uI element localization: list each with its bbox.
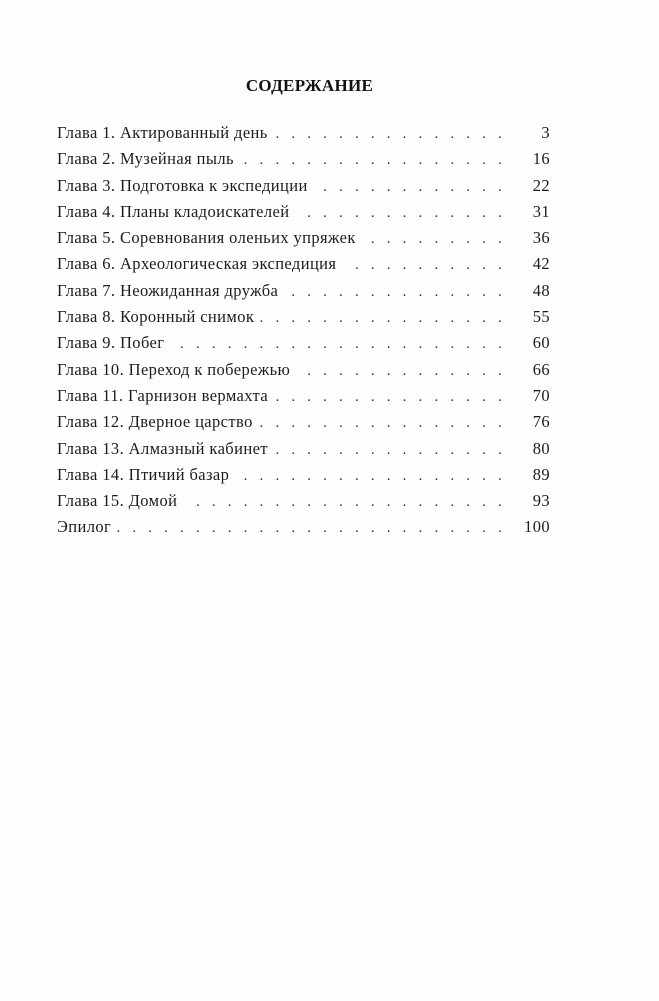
toc-entry-title: Глава 5. Соревнования оленьих упряжек: [57, 228, 356, 248]
dot-leader: [296, 358, 514, 384]
toc-entry-title: Глава 7. Неожиданная дружба: [57, 280, 279, 300]
toc-entry-page-number: 3: [541, 123, 550, 142]
toc-entry[interactable]: [57, 251, 550, 277]
toc-entry-page-number: 60: [532, 333, 550, 353]
dot-leader: [274, 384, 514, 410]
toc-entry-page-number: 80: [532, 438, 550, 458]
dot-leader: [183, 489, 514, 515]
toc-entry-title: Глава 12. Дверное царство: [57, 412, 253, 432]
toc-entry[interactable]: [57, 199, 550, 225]
toc-entry-page-number: 36: [532, 228, 550, 248]
toc-entry[interactable]: [57, 514, 550, 540]
toc-entry[interactable]: [57, 304, 550, 330]
toc-entry-page-number: 42: [532, 254, 550, 274]
toc-entry[interactable]: [57, 225, 550, 251]
dot-leader: [260, 305, 514, 331]
toc-entry[interactable]: [57, 173, 550, 199]
table-of-contents: [57, 120, 550, 541]
toc-entry-title: Глава 3. Подготовка к экспедиции: [57, 175, 308, 195]
toc-entry[interactable]: [57, 357, 550, 383]
dot-leader: [117, 515, 514, 541]
toc-entry-page-number: 66: [532, 359, 550, 379]
dot-leader: [240, 147, 514, 173]
dot-leader: [362, 226, 514, 252]
toc-entry[interactable]: [57, 278, 550, 304]
toc-entry-page-number: 89: [532, 464, 550, 484]
toc-entry-page-number: 100: [524, 517, 550, 537]
toc-entry[interactable]: [57, 120, 550, 146]
toc-entry-title: Глава 15. Домой: [57, 491, 178, 511]
dot-leader: [170, 331, 514, 357]
toc-entry[interactable]: [57, 330, 550, 356]
toc-entry-title: Глава 13. Алмазный кабинет: [57, 438, 268, 458]
toc-entry[interactable]: [57, 488, 550, 514]
toc-entry-page-number: 48: [532, 280, 550, 300]
toc-entry-title: Глава 11. Гарнизон вермахта: [57, 385, 269, 405]
toc-entry[interactable]: [57, 383, 550, 409]
toc-entry[interactable]: [57, 462, 550, 488]
page-title: СОДЕРЖАНИЕ: [245, 76, 374, 95]
dot-leader: [342, 252, 514, 278]
dot-leader: [274, 121, 514, 147]
toc-entry-title: Глава 1. Актированный день: [57, 123, 268, 142]
toc-entry-title: Глава 9. Побег: [57, 333, 165, 353]
toc-entry-title: Глава 14. Птичий базар: [57, 464, 230, 484]
toc-entry-page-number: 55: [532, 307, 550, 327]
toc-entry[interactable]: [57, 146, 550, 172]
toc-entry-page-number: 70: [532, 385, 550, 405]
dot-leader: [274, 437, 514, 463]
dot-leader: [259, 410, 514, 436]
toc-entry-title: Эпилог: [57, 517, 112, 537]
toc-entry[interactable]: [57, 436, 550, 462]
toc-entry-title: Глава 6. Археологическая экспедиция: [57, 254, 337, 274]
dot-leader: [314, 174, 514, 200]
toc-entry[interactable]: [57, 409, 550, 435]
toc-entry-page-number: 22: [532, 175, 550, 195]
toc-entry-title: Глава 4. Планы кладоискателей: [57, 201, 290, 221]
toc-entry-title: Глава 10. Переход к побережью: [57, 359, 291, 379]
toc-entry-page-number: 93: [532, 491, 550, 511]
toc-entry-page-number: 16: [532, 149, 550, 169]
toc-entry-title: Глава 8. Коронный снимок: [57, 307, 255, 327]
dot-leader: [295, 200, 514, 226]
dot-leader: [284, 279, 514, 305]
dot-leader: [235, 463, 514, 489]
toc-entry-title: Глава 2. Музейная пыль: [57, 149, 234, 169]
toc-entry-page-number: 31: [532, 201, 550, 221]
toc-entry-page-number: 76: [532, 412, 550, 432]
